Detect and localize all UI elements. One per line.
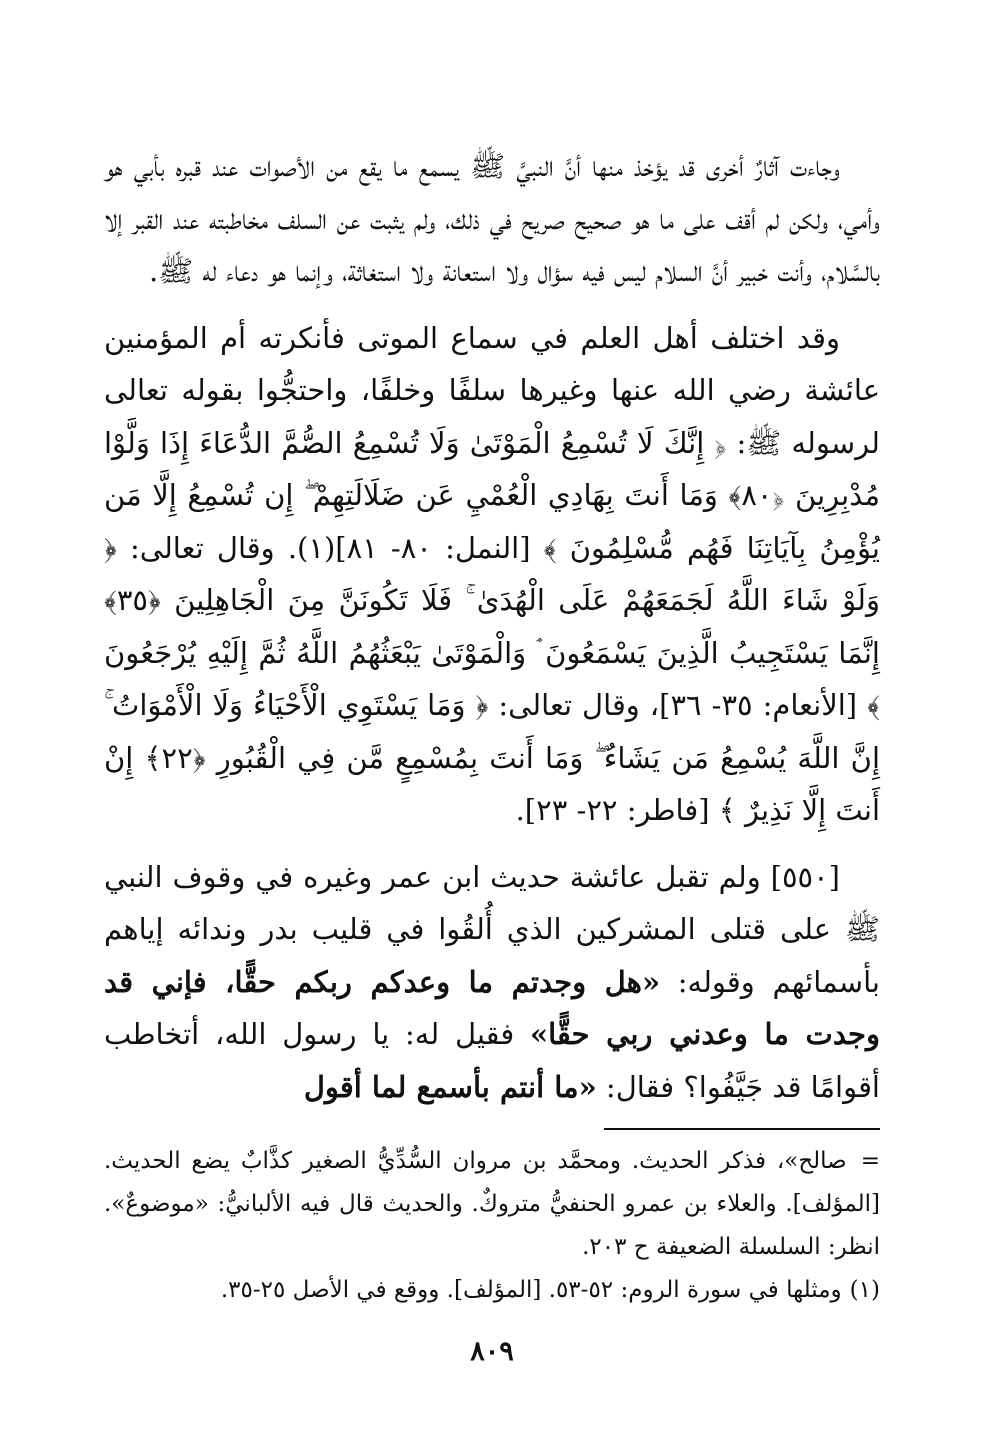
paragraph-2: وقد اختلف أهل العلم في سماع الموتى فأنكرته أم المؤمنين عائشة رضي الله عنها وغيرها سلفًا وخلفًا، واحتجُّوا بقوله تعالى لرسوله ﷺ: ﴿ إِنَّكَ لَا تُسْمِعُ الْمَوْتَىٰ وَلَا تُسْمِعُ الصُّمَّ الدُّعَاءَ إِذَا وَلَّوْا مُدْبِرِينَ ﴿٨٠﴾ وَمَا أَنتَ بِهَادِي الْعُمْيِ عَن ضَلَالَتِهِمْ ۖ إِن تُسْمِعُ إِلَّا مَن يُؤْمِنُ بِآيَاتِنَا فَهُم مُّسْلِمُونَ ﴾ [النمل: ٨٠- ٨١](١). وقال تعالى: ﴿ وَلَوْ شَاءَ اللَّهُ لَجَمَعَهُمْ عَلَى الْهُدَىٰ ۚ فَلَا تَكُونَنَّ مِنَ الْجَاهِلِينَ ﴿٣٥﴾ إِنَّمَا يَسْتَجِيبُ الَّذِينَ يَسْمَعُونَ ۘ وَالْمَوْتَىٰ يَبْعَثُهُمُ اللَّهُ ثُمَّ إِلَيْهِ يُرْجَعُونَ ﴾ [الأنعام: ٣٥- ٣٦]، وقال تعالى: ﴿ وَمَا يَسْتَوِي الْأَحْيَاءُ وَلَا الْأَمْوَاتُ ۚ إِنَّ اللَّهَ يُسْمِعُ مَن يَشَاءُ ۖ وَمَا أَنتَ بِمُسْمِعٍ مَّن فِي الْقُبُورِ ﴿٢٢﴾ إِنْ أَنتَ إِلَّا نَذِيرٌ ﴾ [فاطر: ٢٢- ٢٣]. xyxy=(104,320,880,827)
footnote-1 xyxy=(104,1269,880,1312)
footnote-1-text: ومثلها في سورة الروم: ٥٢-٥٣. [المؤلف]. ووقع في الأصل ٢٥-٣٥. xyxy=(220,1277,842,1303)
paragraph-3 xyxy=(104,851,880,1114)
footnote-continuation xyxy=(104,1140,880,1269)
continuation-marker: = xyxy=(860,1148,880,1174)
footnote-continuation-text: صالح»، فذكر الحديث. ومحمَّد بن مروان السُّدِّيُّ الصغير كذَّابٌ يضع الحديث. [المؤلف]. والعلاء بن عمرو الحنفيُّ متروكٌ. والحديث قال فيه الألبانيُّ: «موضوعٌ». انظر: السلسلة الضعيفة ح ٢٠٣. xyxy=(104,1148,880,1260)
hadith-quote-1: «هل وجدتم ما وعدكم ربكم حقًّا، فإني قد وجدت ما وعدني ربي حقًّا» xyxy=(104,964,880,1051)
paragraph-3-text: [٥٥٠] ولم تقبل عائشة حديث ابن عمر وغيره في وقوف النبي ﷺ على قتلى المشركين الذي أُلقُوا في قليب بدر وندائه إياهم بأسمائهم وقوله: xyxy=(104,859,880,999)
footnotes xyxy=(104,1128,880,1312)
hadith-quote-2: «ما أنتم بأسمع لما أقول xyxy=(303,1069,597,1104)
main-text xyxy=(104,140,880,1113)
paragraph-3-text-2: فقيل له: يا رسول الله، أتخاطب أقوامًا قد جَيَّفُوا؟ فقال: xyxy=(104,1017,880,1104)
footnote-divider xyxy=(604,1128,880,1130)
footnote-1-number: (١) xyxy=(849,1277,880,1303)
page-number: ٨٠٩ xyxy=(470,1336,514,1367)
paragraph-1: وجاءت آثارٌ أخرى قد يؤخذ منها أنَّ النبيَّ ﷺ يسمع ما يقع من الأصوات عند قبره بأبي هو وأمي، ولكن لم أقف على ما هو صحيح صريح في ذلك، ولم يثبت عن السلف مخاطبته عند القبر إلا بالسَّلام، وأنت خبير أنَّ السلام ليس فيه سؤال ولا استعانة ولا استغاثة، وإنما هو دعاء له ﷺ. xyxy=(104,149,880,288)
